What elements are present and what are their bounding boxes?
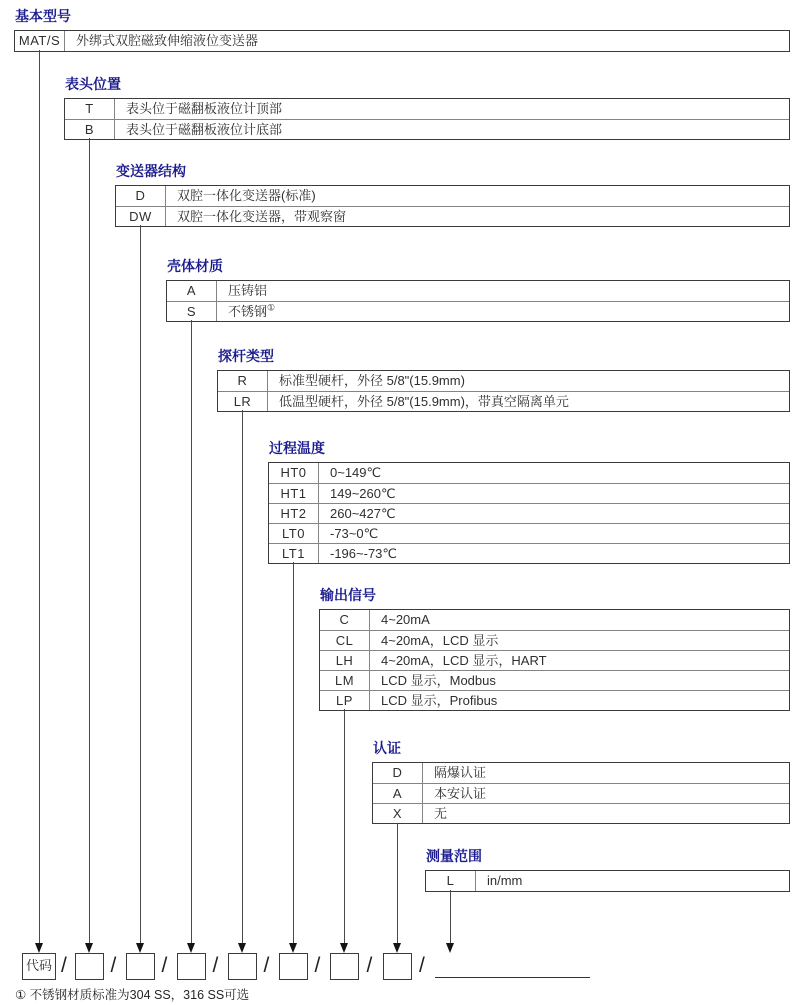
arrow-down-icon (289, 943, 297, 953)
options-table (319, 609, 790, 711)
section-title: 测量范围 (426, 848, 482, 864)
section-title: 表头位置 (65, 76, 121, 92)
option-desc: 双腔一体化变送器，带观察窗 (177, 209, 347, 224)
option-desc (217, 302, 789, 321)
code-fill-box (228, 953, 257, 980)
option-desc: 压铸铝 (228, 283, 268, 298)
connector-line (450, 890, 451, 943)
option-desc: LCD 显示，Modbus (381, 673, 496, 688)
table-row (269, 463, 789, 483)
section-display-position (64, 76, 790, 140)
section-housing-material (166, 258, 790, 322)
arrow-down-icon (35, 943, 43, 953)
section-title: 壳体材质 (167, 258, 223, 274)
arrow-down-icon (393, 943, 401, 953)
option-code: DW (116, 207, 166, 226)
table-row (218, 371, 789, 391)
table-row (15, 31, 789, 51)
option-desc: 本安认证 (434, 786, 487, 801)
section-title: 过程温度 (269, 440, 325, 456)
option-code: CL (320, 631, 370, 650)
arrow-down-icon (187, 943, 195, 953)
arrow-down-icon (85, 943, 93, 953)
option-desc: 149~260℃ (330, 486, 396, 501)
table-row (65, 119, 789, 139)
options-table (14, 30, 790, 52)
separator-slash: / (61, 954, 67, 977)
separator-slash: / (110, 954, 117, 977)
options-table (166, 280, 790, 322)
table-row (373, 783, 789, 803)
option-desc: 4~20mA (381, 612, 430, 627)
footnote-marker: ① (267, 302, 276, 313)
option-code: L (426, 871, 476, 891)
option-code: T (65, 99, 115, 119)
arrow-down-icon (446, 943, 454, 953)
option-desc: 表头位于磁翻板液位计顶部 (126, 101, 283, 116)
options-table (64, 98, 790, 140)
code-fill-box (330, 953, 359, 980)
option-desc: 隔爆认证 (434, 765, 487, 780)
options-table (425, 870, 790, 892)
option-code: LT0 (269, 524, 319, 543)
connector-line (397, 823, 398, 943)
separator-slash: / (161, 954, 168, 977)
option-code: X (373, 804, 423, 823)
option-desc: 表头位于磁翻板液位计底部 (126, 122, 283, 137)
table-row (218, 391, 789, 411)
option-code: A (167, 281, 217, 301)
option-desc: 0~149℃ (330, 465, 382, 480)
connector-line (344, 709, 345, 943)
section-title: 输出信号 (320, 587, 376, 603)
code-fill-box (383, 953, 412, 980)
option-desc: 外绑式双腔磁致伸缩液位变送器 (76, 33, 259, 48)
separator-slash: / (419, 954, 425, 977)
table-row (373, 763, 789, 783)
table-row (426, 871, 789, 891)
option-code: LR (218, 392, 268, 411)
arrow-down-icon (136, 943, 144, 953)
option-code: S (167, 302, 217, 321)
table-row (116, 206, 789, 226)
section-probe-type (217, 348, 790, 412)
table-row (320, 630, 789, 650)
section-title: 探杆类型 (218, 348, 274, 364)
option-desc: 无 (434, 806, 448, 821)
option-desc: 260~427℃ (330, 506, 396, 521)
table-row (269, 523, 789, 543)
separator-slash: / (263, 954, 270, 977)
section-transmitter-structure (115, 163, 790, 227)
section-process-temperature (268, 440, 790, 564)
table-row (269, 483, 789, 503)
table-row (269, 543, 789, 563)
range-fill-line (435, 977, 590, 978)
option-desc: LCD 显示，Profibus (381, 693, 498, 708)
section-basic-model (14, 8, 790, 52)
table-row (167, 301, 789, 321)
table-row (320, 690, 789, 710)
option-desc: 低温型硬杆，外径 5/8"(15.9mm)，带真空隔离单元 (279, 394, 569, 409)
section-title: 基本型号 (15, 8, 71, 24)
option-code: HT2 (269, 504, 319, 523)
option-code: LH (320, 651, 370, 670)
section-output-signal (319, 587, 790, 711)
option-code: LM (320, 671, 370, 690)
options-table (268, 462, 790, 564)
table-row (320, 650, 789, 670)
option-code: MAT/S (15, 31, 65, 51)
option-code: A (373, 784, 423, 803)
table-row (116, 186, 789, 206)
connector-line (39, 50, 40, 943)
option-code: B (65, 120, 115, 139)
option-desc: 双腔一体化变送器(标准) (177, 188, 316, 203)
code-fill-box (279, 953, 308, 980)
option-desc-text: 不锈钢 (228, 304, 268, 319)
connector-line (242, 410, 243, 943)
option-code: D (373, 763, 423, 783)
options-table (217, 370, 790, 412)
option-code: LT1 (269, 544, 319, 563)
table-row (167, 281, 789, 301)
option-code: HT1 (269, 484, 319, 503)
connector-line (89, 138, 90, 943)
section-measuring-range (425, 848, 790, 892)
connector-line (293, 562, 294, 943)
table-row (65, 99, 789, 119)
options-table (115, 185, 790, 227)
table-row (269, 503, 789, 523)
code-fill-box (75, 953, 104, 980)
code-fill-box (177, 953, 206, 980)
option-desc: -73~0℃ (330, 526, 379, 541)
section-certification (372, 740, 790, 824)
options-table (372, 762, 790, 824)
section-title: 变送器结构 (116, 163, 186, 179)
table-row (373, 803, 789, 823)
connector-line (140, 225, 141, 943)
code-label-box: 代码 (22, 953, 56, 980)
option-code: HT0 (269, 463, 319, 483)
code-fill-box (126, 953, 155, 980)
option-code: D (116, 186, 166, 206)
arrow-down-icon (238, 943, 246, 953)
separator-slash: / (212, 954, 219, 977)
option-code: C (320, 610, 370, 630)
separator-slash: / (314, 954, 321, 977)
option-desc: 4~20mA，LCD 显示，HART (381, 653, 547, 668)
option-code: LP (320, 691, 370, 710)
option-desc: 4~20mA，LCD 显示 (381, 633, 499, 648)
table-row (320, 670, 789, 690)
option-code: R (218, 371, 268, 391)
section-title: 认证 (373, 740, 401, 756)
connector-line (191, 320, 192, 943)
separator-slash: / (366, 954, 373, 977)
option-desc: 标准型硬杆，外径 5/8"(15.9mm) (279, 373, 465, 388)
arrow-down-icon (340, 943, 348, 953)
table-row (320, 610, 789, 630)
option-desc: -196~-73℃ (330, 546, 397, 561)
footnote: ① 不锈钢材质标准为304 SS，316 SS可选 (15, 988, 250, 1002)
option-desc: in/mm (487, 873, 523, 888)
